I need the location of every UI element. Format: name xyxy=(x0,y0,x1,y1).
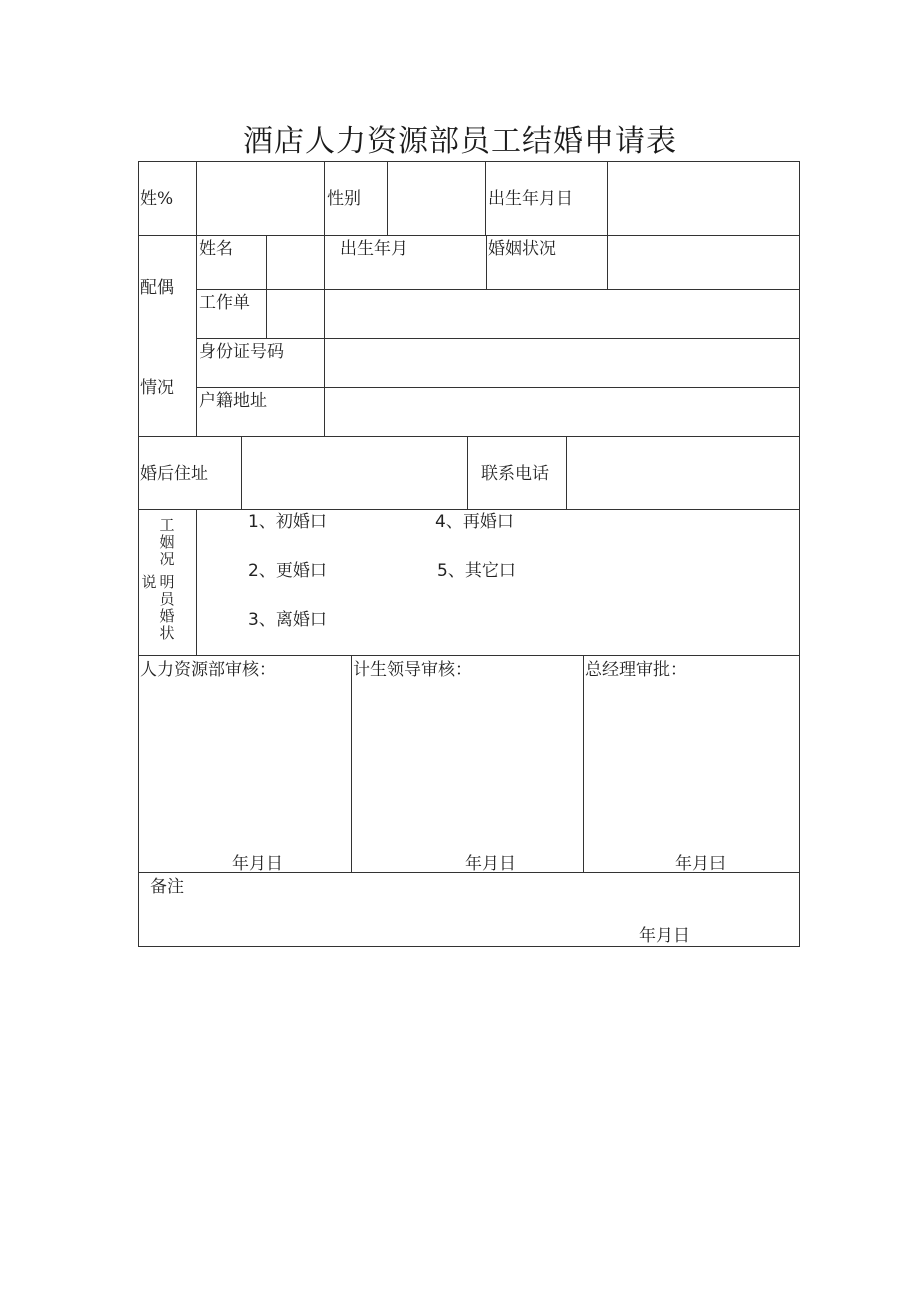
row-divider xyxy=(197,338,800,339)
table-border-left xyxy=(138,161,139,947)
col-divider xyxy=(196,161,197,236)
spouse-id-number-label: 身份证号码 xyxy=(199,342,284,362)
col-divider xyxy=(241,436,242,510)
spouse-side-label-bottom: 情况 xyxy=(140,378,174,398)
marital-status-side-text: 说 xyxy=(141,573,157,591)
col-divider xyxy=(266,235,267,290)
contact-phone-label: 联系电话 xyxy=(481,464,549,484)
general-manager-approval-date: 年月曰 xyxy=(675,854,726,874)
family-planning-review-label: 计生领导审核： xyxy=(353,660,472,680)
row-divider xyxy=(138,436,800,437)
spouse-name-label: 姓名 xyxy=(199,239,233,259)
marital-option-first-marriage[interactable]: 1、初婚口 xyxy=(248,512,327,532)
col-divider xyxy=(607,235,608,290)
marital-option-remarriage[interactable]: 4、再婚口 xyxy=(435,512,514,532)
col-divider xyxy=(607,161,608,236)
hr-review-label: 人力资源部审核： xyxy=(140,660,276,680)
row-divider xyxy=(138,509,800,510)
col-divider xyxy=(387,161,388,236)
col-divider xyxy=(196,509,197,656)
spouse-birth-label: 出生年月 xyxy=(340,239,408,259)
family-planning-review-date: 年月日 xyxy=(465,854,516,874)
spouse-work-unit-label: 工作单 xyxy=(199,293,250,313)
table-border-right xyxy=(799,161,800,947)
row-divider xyxy=(138,655,800,656)
col-divider xyxy=(566,436,567,510)
birth-date-label: 出生年月日 xyxy=(488,189,573,209)
hr-review-date: 年月日 xyxy=(232,854,283,874)
general-manager-approval-label: 总经理审批： xyxy=(585,660,687,680)
spouse-marital-status-label: 婚姻状况 xyxy=(488,239,556,259)
marital-option-other[interactable]: 5、其它口 xyxy=(437,561,516,581)
form-title: 酒店人力资源部员工结婚申请表 xyxy=(243,124,677,159)
employee-name-label: 姓% xyxy=(140,189,174,209)
spouse-household-address-label: 户籍地址 xyxy=(199,391,267,411)
post-marriage-address-label: 婚后住址 xyxy=(140,464,208,484)
col-divider xyxy=(324,161,325,236)
row-divider xyxy=(197,387,800,388)
table-border-top xyxy=(138,161,800,162)
row-divider xyxy=(197,289,800,290)
gender-label: 性别 xyxy=(327,189,361,209)
col-divider xyxy=(467,436,468,510)
col-divider xyxy=(324,235,325,437)
marital-option-divorced[interactable]: 3、离婚口 xyxy=(248,610,327,630)
remarks-label: 备注 xyxy=(150,877,184,897)
col-divider xyxy=(486,235,487,290)
col-divider xyxy=(485,161,486,236)
marital-option-other-marriage[interactable]: 2、更婚口 xyxy=(248,561,327,581)
col-divider xyxy=(583,655,584,873)
spouse-side-label-top: 配偶 xyxy=(140,278,174,298)
marital-status-side-text: 明 员 婚 状 xyxy=(159,573,175,642)
col-divider xyxy=(196,235,197,437)
col-divider xyxy=(266,289,267,339)
col-divider xyxy=(351,655,352,873)
table-border-bottom xyxy=(138,946,800,947)
remarks-date: 年月日 xyxy=(639,926,690,946)
row-divider xyxy=(138,235,800,236)
marital-status-side-text: 工 姻 况 xyxy=(159,516,175,568)
